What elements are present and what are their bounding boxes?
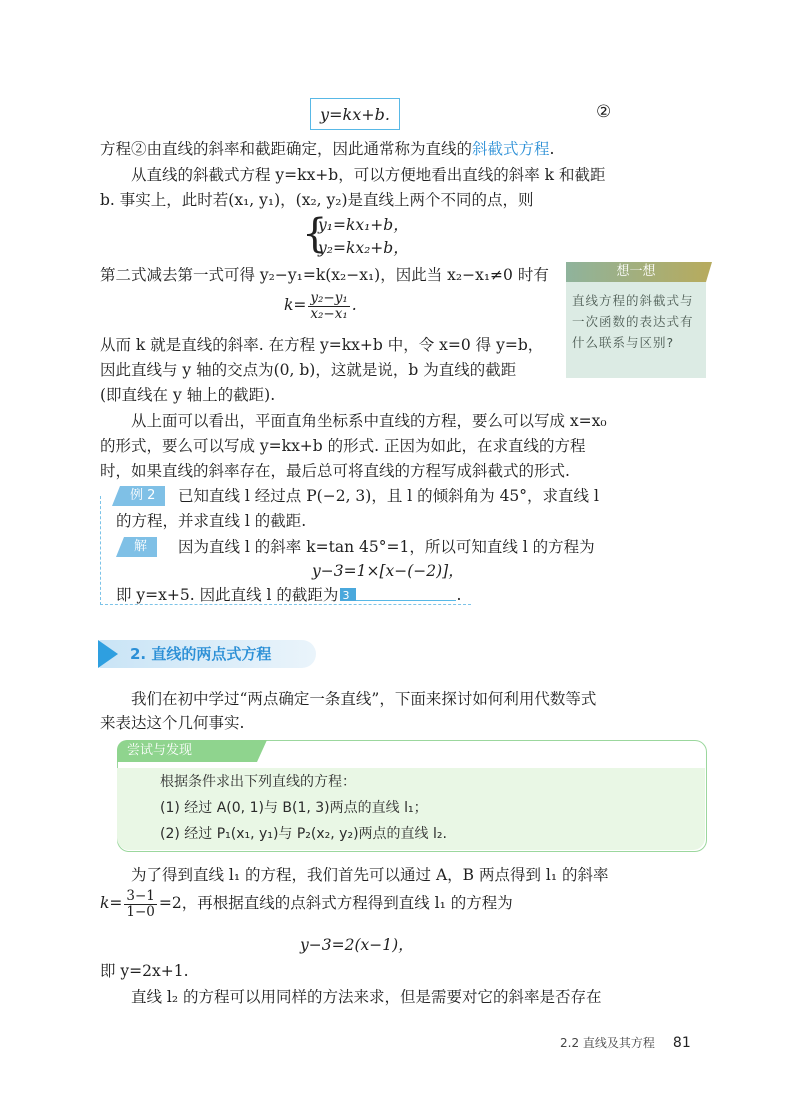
equation-number: ② [596, 102, 612, 122]
try-discover-tag: 尝试与发现 [117, 740, 257, 762]
p4-line-1: 从而 k 就是直线的斜率. 在方程 y=kx+b 中，令 x=0 得 y=b， [100, 336, 544, 354]
page-number: 81 [672, 1035, 691, 1051]
fraction-numerator: y₂−y₁ [310, 289, 348, 306]
term-slope-intercept: 斜截式方程 [472, 140, 550, 158]
p5-line-1: 从上面可以看出，平面直角坐标系中直线的方程，要么可以写成 x=x₀ [131, 412, 607, 430]
p5-line-2: 的形式，要么可以写成 y=kx+b 的形式. 正因为如此，在求直线的方程 [100, 437, 586, 455]
p8-line-1: 直线 l₂ 的方程可以用同样的方法来求，但是需要对它的斜率是否存在 [131, 988, 602, 1006]
k-frac-end: . [351, 296, 357, 314]
k-frac-lhs: k= [284, 296, 307, 314]
p4-line-3: (即直线在 y 轴上的截距). [100, 386, 276, 404]
example-line-2: 的方程，并求直线 l 的截距. [116, 512, 307, 530]
try-line-1: 根据条件求出下列直线的方程： [160, 774, 356, 790]
slope-fraction [124, 889, 157, 920]
fraction [308, 291, 349, 322]
paragraph-1 [100, 138, 554, 160]
sidebar-title: 想一想 [566, 262, 706, 282]
p5-line-3: 时，如果直线的斜率存在，最后总可将直线的方程写成斜截式的形式. [100, 462, 570, 480]
p2-line-1: 从直线的斜截式方程 y=kx+b，可以方便地看出直线的斜率 k 和截距 [131, 166, 606, 184]
page-footer [560, 1034, 691, 1051]
p7-line-4: 即 y=2x+1. [100, 962, 189, 980]
k-fraction [284, 290, 357, 322]
solution-line-1: 因为直线 l 的斜率 k=tan 45°=1，所以可知直线 l 的方程为 [178, 538, 595, 556]
system-eq-2: y₂=kx₂+b， [318, 239, 409, 257]
system-eq-1: y₁=kx₁+b， [318, 216, 409, 234]
solution-line-3-text: 即 y=x+5. 因此直线 l 的截距为 [116, 586, 339, 604]
p7-line-1: 为了得到直线 l₁ 的方程，我们首先可以通过 A，B 两点得到 l₁ 的斜率 [131, 866, 609, 884]
solution-line-3 [116, 584, 461, 606]
p7-line-2 [100, 888, 513, 920]
answer-blank [356, 586, 456, 601]
p2-line-2: b. 事实上，此时若(x₁, y₁)，(x₂, y₂)是直线上两个不同的点，则 [100, 191, 534, 209]
system-brace: { [302, 211, 328, 257]
p3-line-1: 第二式减去第一式可得 y₂−y₁=k(x₂−x₁)，因此当 x₂−x₁≠0 时有 [100, 266, 549, 284]
p1-end: . [549, 140, 555, 158]
footer-section: 2.2 直线及其方程 [560, 1036, 655, 1050]
section-title: 2. 直线的两点式方程 [130, 645, 272, 663]
p6-line-1: 我们在初中学过“两点确定一条直线”，下面来探讨如何利用代数等式 [131, 690, 597, 708]
slope-denominator: 1−0 [126, 903, 155, 920]
formula-2: y=kx+b. [320, 104, 390, 124]
try-line-3: (2) 经过 P₁(x₁, y₁)与 P₂(x₂, y₂)两点的直线 l₂. [160, 826, 447, 842]
slope-lhs: k= [100, 894, 123, 912]
example-tag: 例 2 [120, 486, 165, 506]
equation-l1: y−3=2(x−1)， [300, 936, 414, 954]
try-line-2: (1) 经过 A(0, 1)与 B(1, 3)两点的直线 l₁； [160, 800, 428, 816]
p7-line-2-rest: =2，再根据直线的点斜式方程得到直线 l₁ 的方程为 [158, 894, 513, 912]
fraction-denominator: x₂−x₁ [310, 305, 348, 322]
p6-line-2: 来表达这个几何事实. [100, 714, 245, 732]
section-arrow-icon [98, 640, 118, 668]
formula-box [310, 98, 400, 130]
solution-tag: 解 [124, 537, 157, 557]
slope-numerator: 3−1 [126, 887, 155, 904]
sidebar-text: 直线方程的斜截式与一次函数的表达式有什么联系与区别? [572, 293, 694, 350]
p1-text: 方程②由直线的斜率和截距确定，因此通常称为直线的 [100, 140, 473, 158]
p4-line-2: 因此直线与 y 轴的交点为(0, b)，这就是说，b 为直线的截距 [100, 361, 517, 379]
example-line-1: 已知直线 l 经过点 P(−2, 3)，且 l 的倾斜角为 45°，求直线 l [178, 487, 599, 505]
solution-line-3-end: . [456, 586, 462, 604]
answer-marker-icon [340, 588, 356, 601]
solution-equation: y−3=1×[x−(−2)]， [312, 562, 464, 580]
